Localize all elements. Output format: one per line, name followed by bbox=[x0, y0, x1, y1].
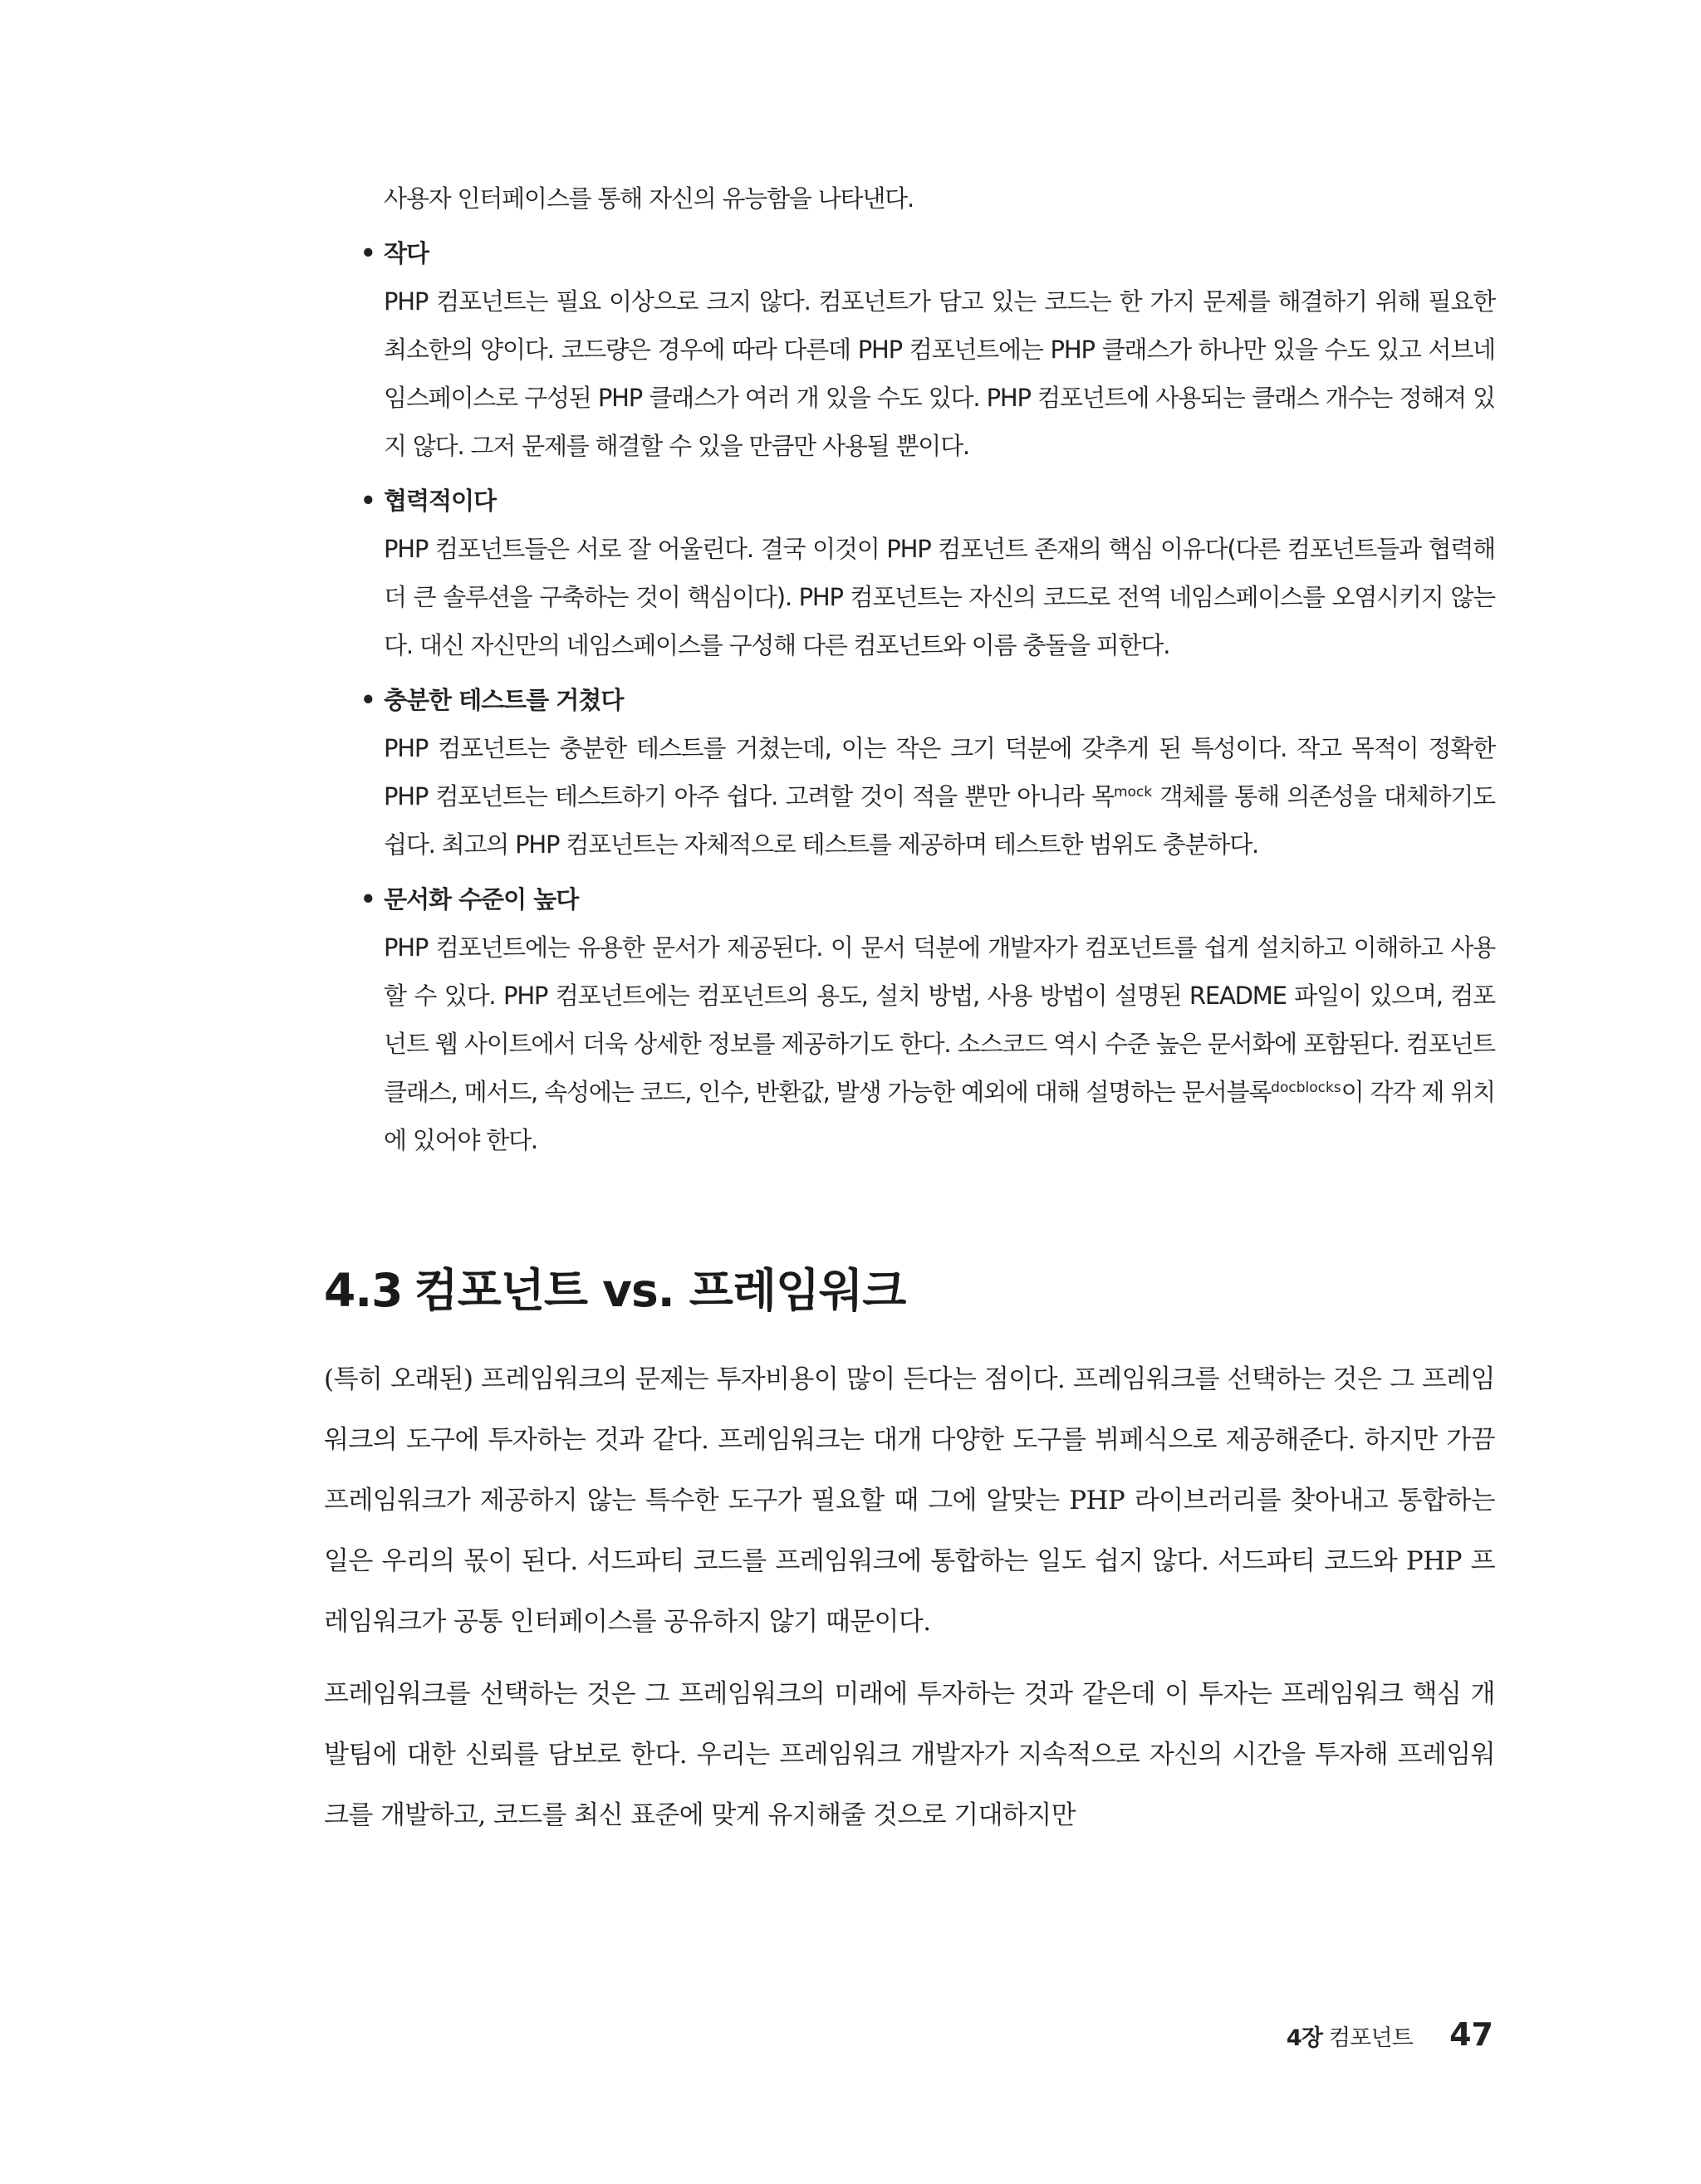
page-number: 47 bbox=[1449, 2016, 1493, 2053]
gloss-docblocks: docblocks bbox=[1271, 1080, 1341, 1096]
bullet-title: • 협력적이다 bbox=[359, 477, 1495, 525]
page-footer bbox=[1287, 2016, 1493, 2053]
bullet-list bbox=[359, 174, 1495, 1164]
bullet-title: • 작다 bbox=[359, 229, 1495, 277]
bullet-dot-icon: • bbox=[360, 239, 375, 267]
paragraph: 프레임워크를 선택하는 것은 그 프레임워크의 미래에 투자하는 것과 같은데 이 투자는 프레임워크 핵심 개발팀에 대한 신뢰를 담보로 한다. 우리는 프레임워크 개발자가 지속적으로 자신의 시간을 투자해 프레임워크를 개발하고, 코드를 최신 표준에 맞게 유지해줄 것으로 기대하지만 bbox=[324, 1679, 1495, 1830]
bullet-body: PHP 컴포넌트는 필요 이상으로 크지 않다. 컴포넌트가 담고 있는 코드는 한 가지 문제를 해결하기 위해 필요한 최소한의 양이다. 코드량은 경우에 따라 다른데 PHP 컴포넌트에는 PHP 클래스가 하나만 있을 수도 있고 서브네임스페이스로 구성된 PHP 클래스가 여러 개 있을 수도 있다. PHP 컴포넌트에 사용되는 클래스 개수는 정해져 있지 않다. 그저 문제를 해결할 수 있을 만큼만 사용될 뿐이다. bbox=[384, 287, 1495, 460]
bullet-title: • 문서화 수준이 높다 bbox=[359, 875, 1495, 923]
bullet-item-small bbox=[359, 229, 1495, 470]
section-title: 컴포넌트 vs. 프레임워크 bbox=[414, 1264, 906, 1317]
running-footer-chapter: 4장 컴포넌트 bbox=[1286, 2025, 1414, 2051]
bullet-body: PHP 컴포넌트에는 유용한 문서가 제공된다. 이 문서 덕분에 개발자가 컴포넌트를 쉽게 설치하고 이해하고 사용할 수 있다. PHP 컴포넌트에는 컴포넌트의 용도, 설치 방법, 사용 방법이 설명된 README 파일이 있으며, 컴포넌트 웹 사이트에서 더욱 상세한 정보를 제공하기도 한다. 소스코드 역시 수준 높은 문서화에 포함된다. 컴포넌트 클래스, 메서드, 속성에는 코드, 인수, 반환값, 발생 가능한 예외에 대해 설명하는 문서블록$^{docblocks}$이 각각 제 위치에 있어야 한다. bbox=[384, 933, 1495, 1154]
body-text bbox=[324, 1349, 1495, 1858]
section-number: 4.3 bbox=[324, 1264, 403, 1317]
bullet-body: PHP 컴포넌트는 충분한 테스트를 거쳤는데, 이는 작은 크기 덕분에 갖추게 된 특성이다. 작고 목적이 정확한 PHP 컴포넌트는 테스트하기 아주 쉽다. 고려할 것이 적을 뿐만 아니라 목$^{mock}$ 객체를 통해 의존성을 대체하기도 쉽다. 최고의 PHP 컴포넌트는 자체적으로 테스트를 제공하며 테스트한 범위도 충분하다. bbox=[384, 734, 1495, 859]
gloss-mock: mock bbox=[1113, 784, 1153, 801]
bullet-dot-icon: • bbox=[360, 885, 375, 913]
bullet-title: • 충분한 테스트를 거쳤다 bbox=[359, 676, 1495, 724]
paragraph: (특히 오래된) 프레임워크의 문제는 투자비용이 많이 든다는 점이다. 프레임워크를 선택하는 것은 그 프레임워크의 도구에 투자하는 것과 같다. 프레임워크는 대개 다양한 도구를 뷔페식으로 제공해준다. 하지만 가끔 프레임워크가 제공하지 않는 특수한 도구가 필요할 때 그에 알맞는 PHP 라이브러리를 찾아내고 통합하는 일은 우리의 몫이 된다. 서드파티 코드를 프레임워크에 통합하는 일도 쉽지 않다. 서드파티 코드와 PHP 프레임워크가 공통 인터페이스를 공유하지 않기 때문이다. bbox=[324, 1364, 1495, 1637]
bullet-body: PHP 컴포넌트들은 서로 잘 어울린다. 결국 이것이 PHP 컴포넌트 존재의 핵심 이유다(다른 컴포넌트들과 협력해 더 큰 솔루션을 구축하는 것이 핵심이다). PHP 컴포넌트는 자신의 코드로 전역 네임스페이스를 오염시키지 않는다. 대신 자신만의 네임스페이스를 구성해 다른 컴포넌트와 이름 충돌을 피한다. bbox=[384, 535, 1495, 659]
bullet-item-tested bbox=[359, 676, 1495, 869]
continuation-line: 사용자 인터페이스를 통해 자신의 유능함을 나타낸다. bbox=[384, 184, 914, 213]
bullet-dot-icon: • bbox=[360, 686, 375, 714]
bullet-dot-icon: • bbox=[360, 487, 375, 515]
bullet-item-documented bbox=[359, 875, 1495, 1164]
bullet-item-cooperative bbox=[359, 477, 1495, 669]
section-heading bbox=[324, 1254, 905, 1320]
